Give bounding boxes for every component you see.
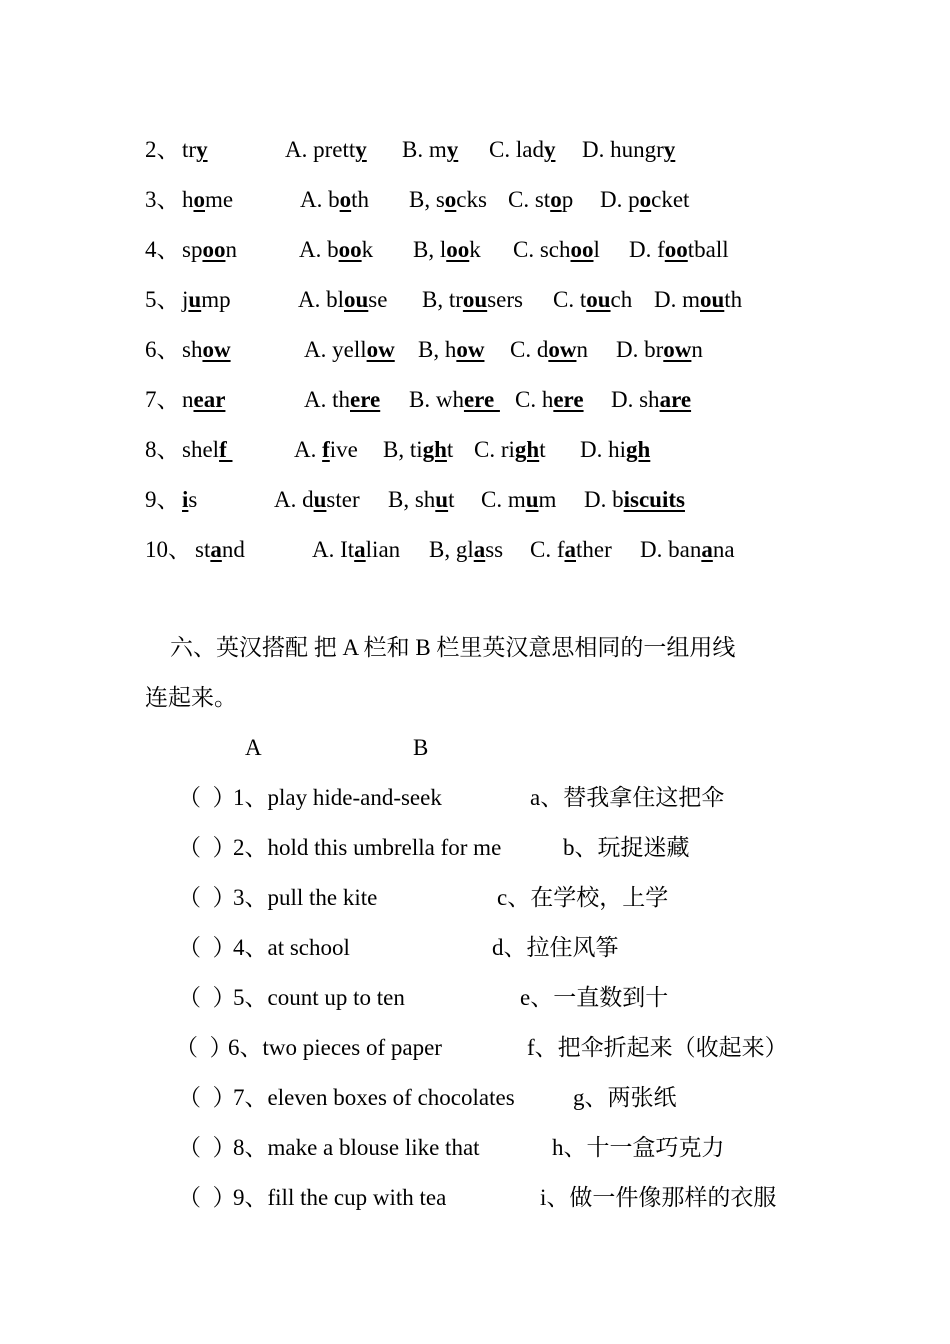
word-text: na (712, 537, 735, 562)
word-text: p (561, 187, 574, 212)
word-text: t (448, 487, 455, 512)
answer-blank[interactable]: （ ） (178, 885, 236, 910)
word-text: B. m (402, 137, 447, 162)
underlined-letters: ear (193, 387, 226, 412)
chinese-phrase: e、一直数到十 (520, 985, 669, 1010)
underlined-letters: iscuits (623, 487, 685, 512)
answer-option (600, 185, 689, 215)
word-text: sp (182, 237, 203, 262)
word-text: ster (326, 487, 360, 512)
underlined-letters: ow (548, 337, 577, 362)
word-text: sers (487, 287, 523, 312)
underlined-letters: u (188, 287, 202, 312)
word-text: B. wh (409, 387, 464, 412)
chinese-phrase: c、在学校，上学 (497, 885, 669, 910)
english-phrase: 9、fill the cup with tea (233, 1185, 447, 1210)
question-number: 8、 (145, 437, 180, 462)
underlined-letters: o (193, 187, 205, 212)
word-text: ss (485, 537, 504, 562)
answer-blank[interactable]: （ ） (178, 785, 236, 810)
underlined-letters: o (444, 187, 457, 212)
word-text: ther (576, 537, 612, 562)
word-text: me (205, 187, 234, 212)
word-text: t (446, 437, 454, 462)
answer-blank[interactable]: （ ） (178, 1185, 236, 1210)
section-6-heading: 六、英汉搭配 把 A 栏和 B 栏里英汉意思相同的一组用线 (170, 635, 736, 660)
underlined-letters: y (543, 137, 556, 162)
word-text: A. yell (304, 337, 367, 362)
underlined-letters: ow (663, 337, 692, 362)
underlined-letters: ow (456, 337, 485, 362)
word-text: ch (610, 287, 633, 312)
underlined-letters: oo (664, 237, 688, 262)
answer-option (418, 335, 484, 365)
word-text: nd (221, 537, 245, 562)
answer-option (553, 285, 632, 315)
underlined-letters: ou (586, 287, 611, 312)
word-text: se (368, 287, 388, 312)
answer-option (515, 385, 584, 415)
underlined-letters: a (701, 537, 713, 562)
word-text: A. (294, 437, 323, 462)
english-phrase: 5、count up to ten (233, 985, 405, 1010)
answer-option (298, 285, 387, 315)
underlined-letters: ou (462, 287, 488, 312)
answer-option (584, 485, 685, 515)
english-phrase: 7、eleven boxes of chocolates (233, 1085, 515, 1110)
chinese-phrase: b、玩捉迷藏 (563, 835, 690, 860)
question-number: 10、 (145, 537, 191, 562)
answer-blank[interactable]: （ ） (178, 1085, 236, 1110)
underlined-letters: f (219, 437, 233, 462)
answer-option (422, 285, 523, 315)
answer-option (402, 135, 458, 165)
answer-option (274, 485, 360, 515)
word-text: A. b (300, 187, 340, 212)
english-phrase: 4、at school (233, 935, 350, 960)
answer-option (629, 235, 729, 265)
chinese-phrase: f、把伞折起来（收起来） (527, 1035, 788, 1060)
answer-option (294, 435, 358, 465)
underlined-letters: a (473, 537, 486, 562)
underlined-letters: u (525, 487, 539, 512)
word-text: D. br (616, 337, 664, 362)
word-text: A. prett (285, 137, 356, 162)
target-word (182, 135, 208, 165)
underlined-letters: f (322, 437, 330, 462)
word-text: C. f (530, 537, 565, 562)
word-text: k (361, 237, 374, 262)
underlined-letters: ere (350, 387, 381, 412)
word-text: D. b (584, 487, 624, 512)
underlined-letters: ow (202, 337, 231, 362)
word-text: ive (329, 437, 358, 462)
word-text: l (593, 237, 600, 262)
word-text: sh (182, 337, 203, 362)
answer-option (530, 535, 612, 565)
word-text: s (188, 487, 198, 512)
target-word (182, 435, 232, 465)
word-text: D. hi (580, 437, 626, 462)
answer-option (285, 135, 367, 165)
underlined-letters: i (182, 487, 189, 512)
chinese-phrase: g、两张纸 (573, 1085, 677, 1110)
underlined-letters: a (564, 537, 576, 562)
chinese-phrase: h、十一盒巧克力 (552, 1135, 725, 1160)
section-6-heading-cont: 连起来。 (145, 685, 237, 710)
target-word (182, 485, 197, 515)
answer-option (508, 185, 573, 215)
word-text: C. sch (513, 237, 571, 262)
target-word (182, 385, 225, 415)
column-b-label: B (413, 735, 429, 760)
target-word (182, 185, 233, 215)
answer-option (388, 485, 454, 515)
english-phrase: 1、play hide-and-seek (233, 785, 442, 810)
word-text: D. f (629, 237, 665, 262)
question-number: 2、 (145, 137, 180, 162)
answer-option (580, 435, 650, 465)
word-text: C. st (508, 187, 551, 212)
word-text: m (538, 487, 557, 512)
underlined-letters: are (659, 387, 692, 412)
target-word (182, 335, 231, 365)
word-text: B, sh (388, 487, 436, 512)
answer-blank[interactable]: （ ） (178, 1135, 236, 1160)
word-text: n (182, 387, 194, 412)
word-text: st (195, 537, 211, 562)
answer-blank[interactable]: （ ） (175, 1035, 233, 1060)
word-text: B, gl (429, 537, 474, 562)
word-text: C. t (553, 287, 587, 312)
answer-blank[interactable]: （ ） (178, 835, 236, 860)
answer-option (510, 335, 588, 365)
word-text: k (469, 237, 481, 262)
target-word (195, 535, 245, 565)
word-text: n (576, 337, 588, 362)
question-number: 5、 (145, 287, 180, 312)
underlined-letters: ou (344, 287, 369, 312)
word-text: B, ti (383, 437, 423, 462)
underlined-letters: y (663, 137, 676, 162)
underlined-letters: y (196, 137, 208, 162)
answer-option (429, 535, 503, 565)
word-text: C. m (481, 487, 526, 512)
chinese-phrase: d、拉住风筝 (492, 935, 619, 960)
underlined-letters: o (639, 187, 652, 212)
underlined-letters: oo (338, 237, 362, 262)
question-number: 4、 (145, 237, 180, 262)
underlined-letters: a (354, 537, 366, 562)
word-text: A. bl (298, 287, 344, 312)
answer-blank[interactable]: （ ） (178, 985, 236, 1010)
underlined-letters: gh (626, 437, 651, 462)
english-phrase: 8、make a blouse like that (233, 1135, 480, 1160)
answer-option (611, 385, 691, 415)
word-text: D. sh (611, 387, 660, 412)
word-text: tr (182, 137, 197, 162)
english-phrase: 2、hold this umbrella for me (233, 835, 502, 860)
word-text: A. th (304, 387, 350, 412)
word-text: D. m (654, 287, 700, 312)
underlined-letters: y (446, 137, 459, 162)
underlined-letters: u (435, 487, 449, 512)
word-text: C. lad (489, 137, 544, 162)
word-text: B, s (409, 187, 445, 212)
question-number: 9、 (145, 487, 180, 512)
word-text: D. p (600, 187, 640, 212)
word-text: C. d (510, 337, 549, 362)
answer-option (474, 435, 546, 465)
word-text: A. It (312, 537, 355, 562)
answer-option (409, 385, 500, 415)
chinese-phrase: i、做一件像那样的衣服 (540, 1185, 777, 1210)
underlined-letters: ere (463, 387, 500, 412)
word-text: A. b (299, 237, 339, 262)
word-text: B, tr (422, 287, 463, 312)
underlined-letters: a (210, 537, 222, 562)
underlined-letters: y (355, 137, 367, 162)
english-phrase: 3、pull the kite (233, 885, 378, 910)
word-text: C. ri (474, 437, 515, 462)
underlined-letters: ere (553, 387, 584, 412)
answer-option (654, 285, 742, 315)
answer-option (616, 335, 703, 365)
answer-blank[interactable]: （ ） (178, 935, 236, 960)
word-text: cks (456, 187, 487, 212)
underlined-letters: ow (366, 337, 395, 362)
underlined-letters: oo (570, 237, 594, 262)
word-text: th (351, 187, 370, 212)
answer-option (300, 185, 369, 215)
word-text: D. hungr (582, 137, 664, 162)
underlined-letters: oo (202, 237, 226, 262)
word-text: j (182, 287, 189, 312)
underlined-letters: gh (514, 437, 540, 462)
word-text: A. d (274, 487, 314, 512)
underlined-letters: u (313, 487, 327, 512)
column-a-label: A (245, 735, 262, 760)
target-word (182, 235, 237, 265)
word-text: t (539, 437, 546, 462)
answer-option (513, 235, 600, 265)
underlined-letters: ou (700, 287, 725, 312)
word-text: cket (651, 187, 690, 212)
word-text: B, l (413, 237, 447, 262)
answer-option (481, 485, 556, 515)
answer-option (304, 335, 395, 365)
chinese-phrase: a、替我拿住这把伞 (530, 785, 725, 810)
underlined-letters: gh (422, 437, 447, 462)
answer-option (383, 435, 453, 465)
answer-option (304, 385, 380, 415)
question-number: 7、 (145, 387, 180, 412)
word-text: n (691, 337, 703, 362)
answer-option (409, 185, 487, 215)
underlined-letters: o (550, 187, 562, 212)
word-text: n (225, 237, 237, 262)
answer-option (582, 135, 675, 165)
word-text: tball (687, 237, 729, 262)
answer-option (312, 535, 400, 565)
question-number: 3、 (145, 187, 180, 212)
word-text: D. ban (640, 537, 702, 562)
word-text: h (182, 187, 194, 212)
english-phrase: 6、two pieces of paper (228, 1035, 442, 1060)
word-text: C. h (515, 387, 554, 412)
target-word (182, 285, 231, 315)
question-number: 6、 (145, 337, 180, 362)
answer-option (413, 235, 481, 265)
word-text: lian (365, 537, 401, 562)
underlined-letters: oo (446, 237, 470, 262)
answer-option (640, 535, 735, 565)
answer-option (299, 235, 373, 265)
underlined-letters: o (339, 187, 352, 212)
answer-option (489, 135, 555, 165)
word-text: th (724, 287, 743, 312)
word-text: shel (182, 437, 220, 462)
word-text: B, h (418, 337, 457, 362)
word-text: mp (201, 287, 231, 312)
